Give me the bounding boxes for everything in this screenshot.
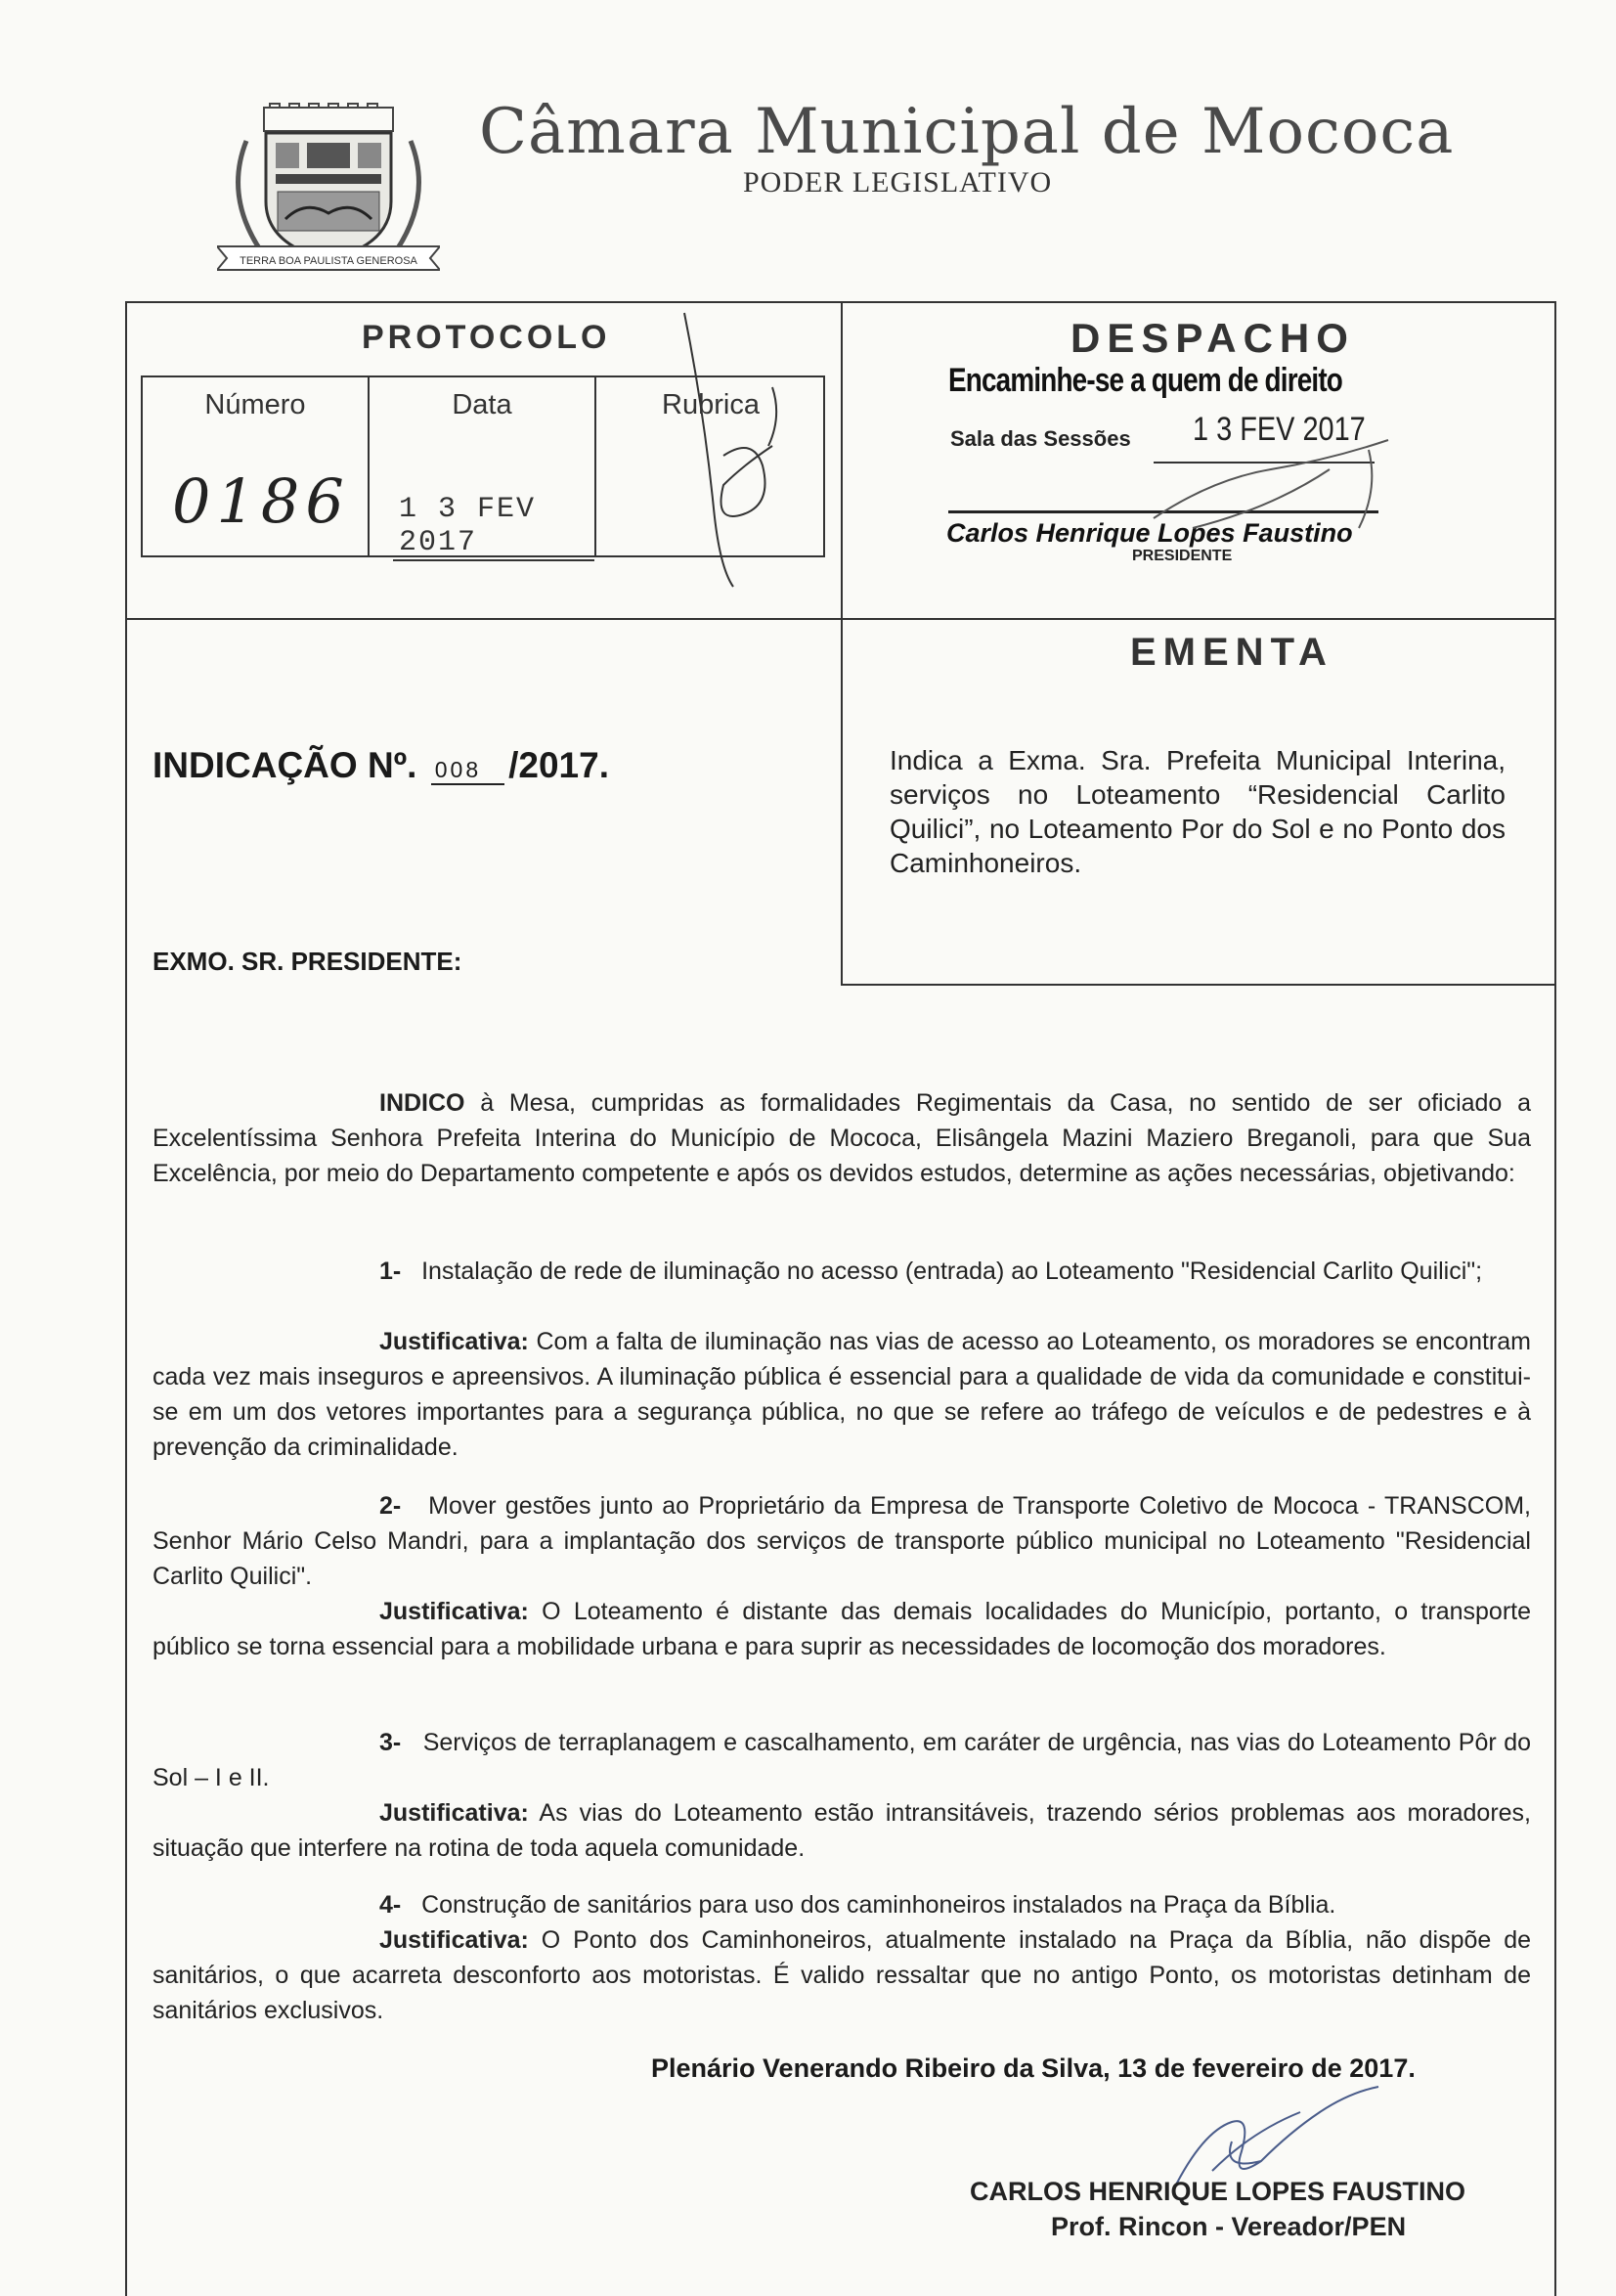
item-number: 1- (379, 1258, 402, 1285)
justification-text: O Loteamento é distante das demais localidades do Município, portanto, o transporte público se torna essencial para a mobilidade urbana e para suprir as necessidades de locomoção dos moradores. (153, 1598, 1531, 1660)
crest-motto: TERRA BOA PAULISTA GENEROSA (240, 255, 417, 267)
numero-label: Número (204, 389, 306, 420)
data-cell (370, 377, 596, 557)
justification-text: As vias do Loteamento estão intransitáveis, trazendo sérios problemas aos moradores, situação que interfere na rotina de toda aquela comunidade. (153, 1799, 1531, 1862)
intro-text: à Mesa, cumpridas as formalidades Regimentais da Casa, no sentido de ser oficiado a Excelentíssima Senhora Prefeita Interina do Município de Mococa, Elisângela Mazini Maziero Breganoli, para que Sua Excelência, por meio do Departamento competente e após os devidos estudos, determine as ações necessárias, objetivando: (153, 1089, 1531, 1187)
item-text: Serviços de terraplanagem e cascalhamento, em caráter de urgência, nas vias do Loteamento Pôr do Sol – I e II. (153, 1729, 1531, 1791)
justification-label: Justificativa: (379, 1598, 529, 1625)
despacho-signature-scribble (1134, 430, 1408, 548)
item-number: 2- (379, 1492, 402, 1520)
intro-paragraph (153, 1085, 1531, 1191)
ementa-box-bottom (841, 984, 1556, 986)
ementa-text: Indica a Exma. Sra. Prefeita Municipal Interina, serviços no Loteamento “Residencial Carlito Quilici”, no Loteamento Por do Sol e no Ponto dos Caminhoneiros. (890, 745, 1506, 878)
rubrica-label: Rubrica (662, 389, 760, 420)
numero-value: 0186 (172, 465, 350, 537)
closing-line: Plenário Venerando Ribeiro da Silva, 13 de fevereiro de 2017. (651, 2053, 1416, 2083)
indicacao-suffix: /2017. (508, 745, 609, 785)
item-2 (153, 1488, 1531, 1594)
item-1-justification (153, 1324, 1531, 1465)
justification-label: Justificativa: (379, 1926, 529, 1954)
rubrica-signature-scribble (675, 309, 821, 593)
item-4 (153, 1887, 1531, 1922)
frame-divider-vertical (841, 301, 843, 986)
justification-text: Com a falta de iluminação nas vias de acesso ao Loteamento, os moradores se encontram cada vez mais inseguros e apreensivos. A iluminação pública é essencial para a qualidade de vida da comunidade e constitui-se em um dos vetores importantes para a segurança pública, no que se refere ao tráfego de veículos e de pedestres e à prevenção da criminalidade. (153, 1328, 1531, 1461)
salutation: EXMO. SR. PRESIDENTE: (153, 947, 462, 976)
indicacao-heading (153, 745, 609, 786)
data-value: 1 3 FEV 2017 (393, 493, 594, 561)
despacho-title: DESPACHO (1070, 315, 1355, 361)
item-text: Mover gestões junto ao Proprietário da Empresa de Transporte Coletivo de Mococa - TRANSCOM, Senhor Mário Celso Mandri, para a implantação dos serviços de transporte público municipal no Loteamento "Residencial Carlito Quilici". (153, 1492, 1531, 1590)
author-role: Prof. Rincon - Vereador/PEN (1051, 2212, 1407, 2241)
municipal-crest-logo (217, 102, 440, 278)
despacho-stamp-name: Carlos Henrique Lopes Faustino (946, 518, 1353, 548)
despacho-stamp-date: 1 3 FEV 2017 (1193, 411, 1366, 448)
justification-label: Justificativa: (379, 1799, 529, 1827)
despacho-stamp-location: Sala das Sessões (950, 426, 1131, 451)
item-1 (153, 1254, 1531, 1289)
item-2-justification (153, 1594, 1531, 1664)
data-label: Data (452, 389, 512, 420)
item-number: 3- (379, 1729, 402, 1756)
despacho-stamp-role: PRESIDENTE (1132, 548, 1233, 564)
item-3 (153, 1725, 1531, 1795)
ementa-title: EMENTA (1130, 631, 1333, 674)
institution-title: Câmara Municipal de Mococa (479, 96, 1455, 168)
intro-lead: INDICO (379, 1089, 465, 1117)
indicacao-prefix: INDICAÇÃO Nº. (153, 745, 417, 785)
item-4-justification (153, 1922, 1531, 2028)
numero-cell (143, 377, 370, 557)
frame-divider-horizontal (125, 618, 1556, 620)
justification-label: Justificativa: (379, 1328, 529, 1355)
indicacao-number: 008 (431, 757, 504, 785)
author-name: CARLOS HENRIQUE LOPES FAUSTINO (970, 2177, 1466, 2206)
despacho-stamp-line: Encaminhe-se a quem de direito (948, 362, 1343, 399)
item-number: 4- (379, 1891, 402, 1919)
institution-subtitle: PODER LEGISLATIVO (743, 166, 1053, 199)
item-3-justification (153, 1795, 1531, 1866)
item-text: Construção de sanitários para uso dos caminhoneiros instalados na Praça da Bíblia. (421, 1891, 1336, 1919)
item-text: Instalação de rede de iluminação no acesso (entrada) ao Loteamento "Residencial Carlito Quilici"; (421, 1258, 1483, 1285)
justification-text: O Ponto dos Caminhoneiros, atualmente instalado na Praça da Bíblia, não dispõe de sanitários, o que acarreta desconforto aos motoristas. É valido ressaltar que no antigo Ponto, os motoristas detinham de sanitários exclusivos. (153, 1926, 1531, 2024)
protocolo-title: PROTOCOLO (362, 319, 611, 356)
